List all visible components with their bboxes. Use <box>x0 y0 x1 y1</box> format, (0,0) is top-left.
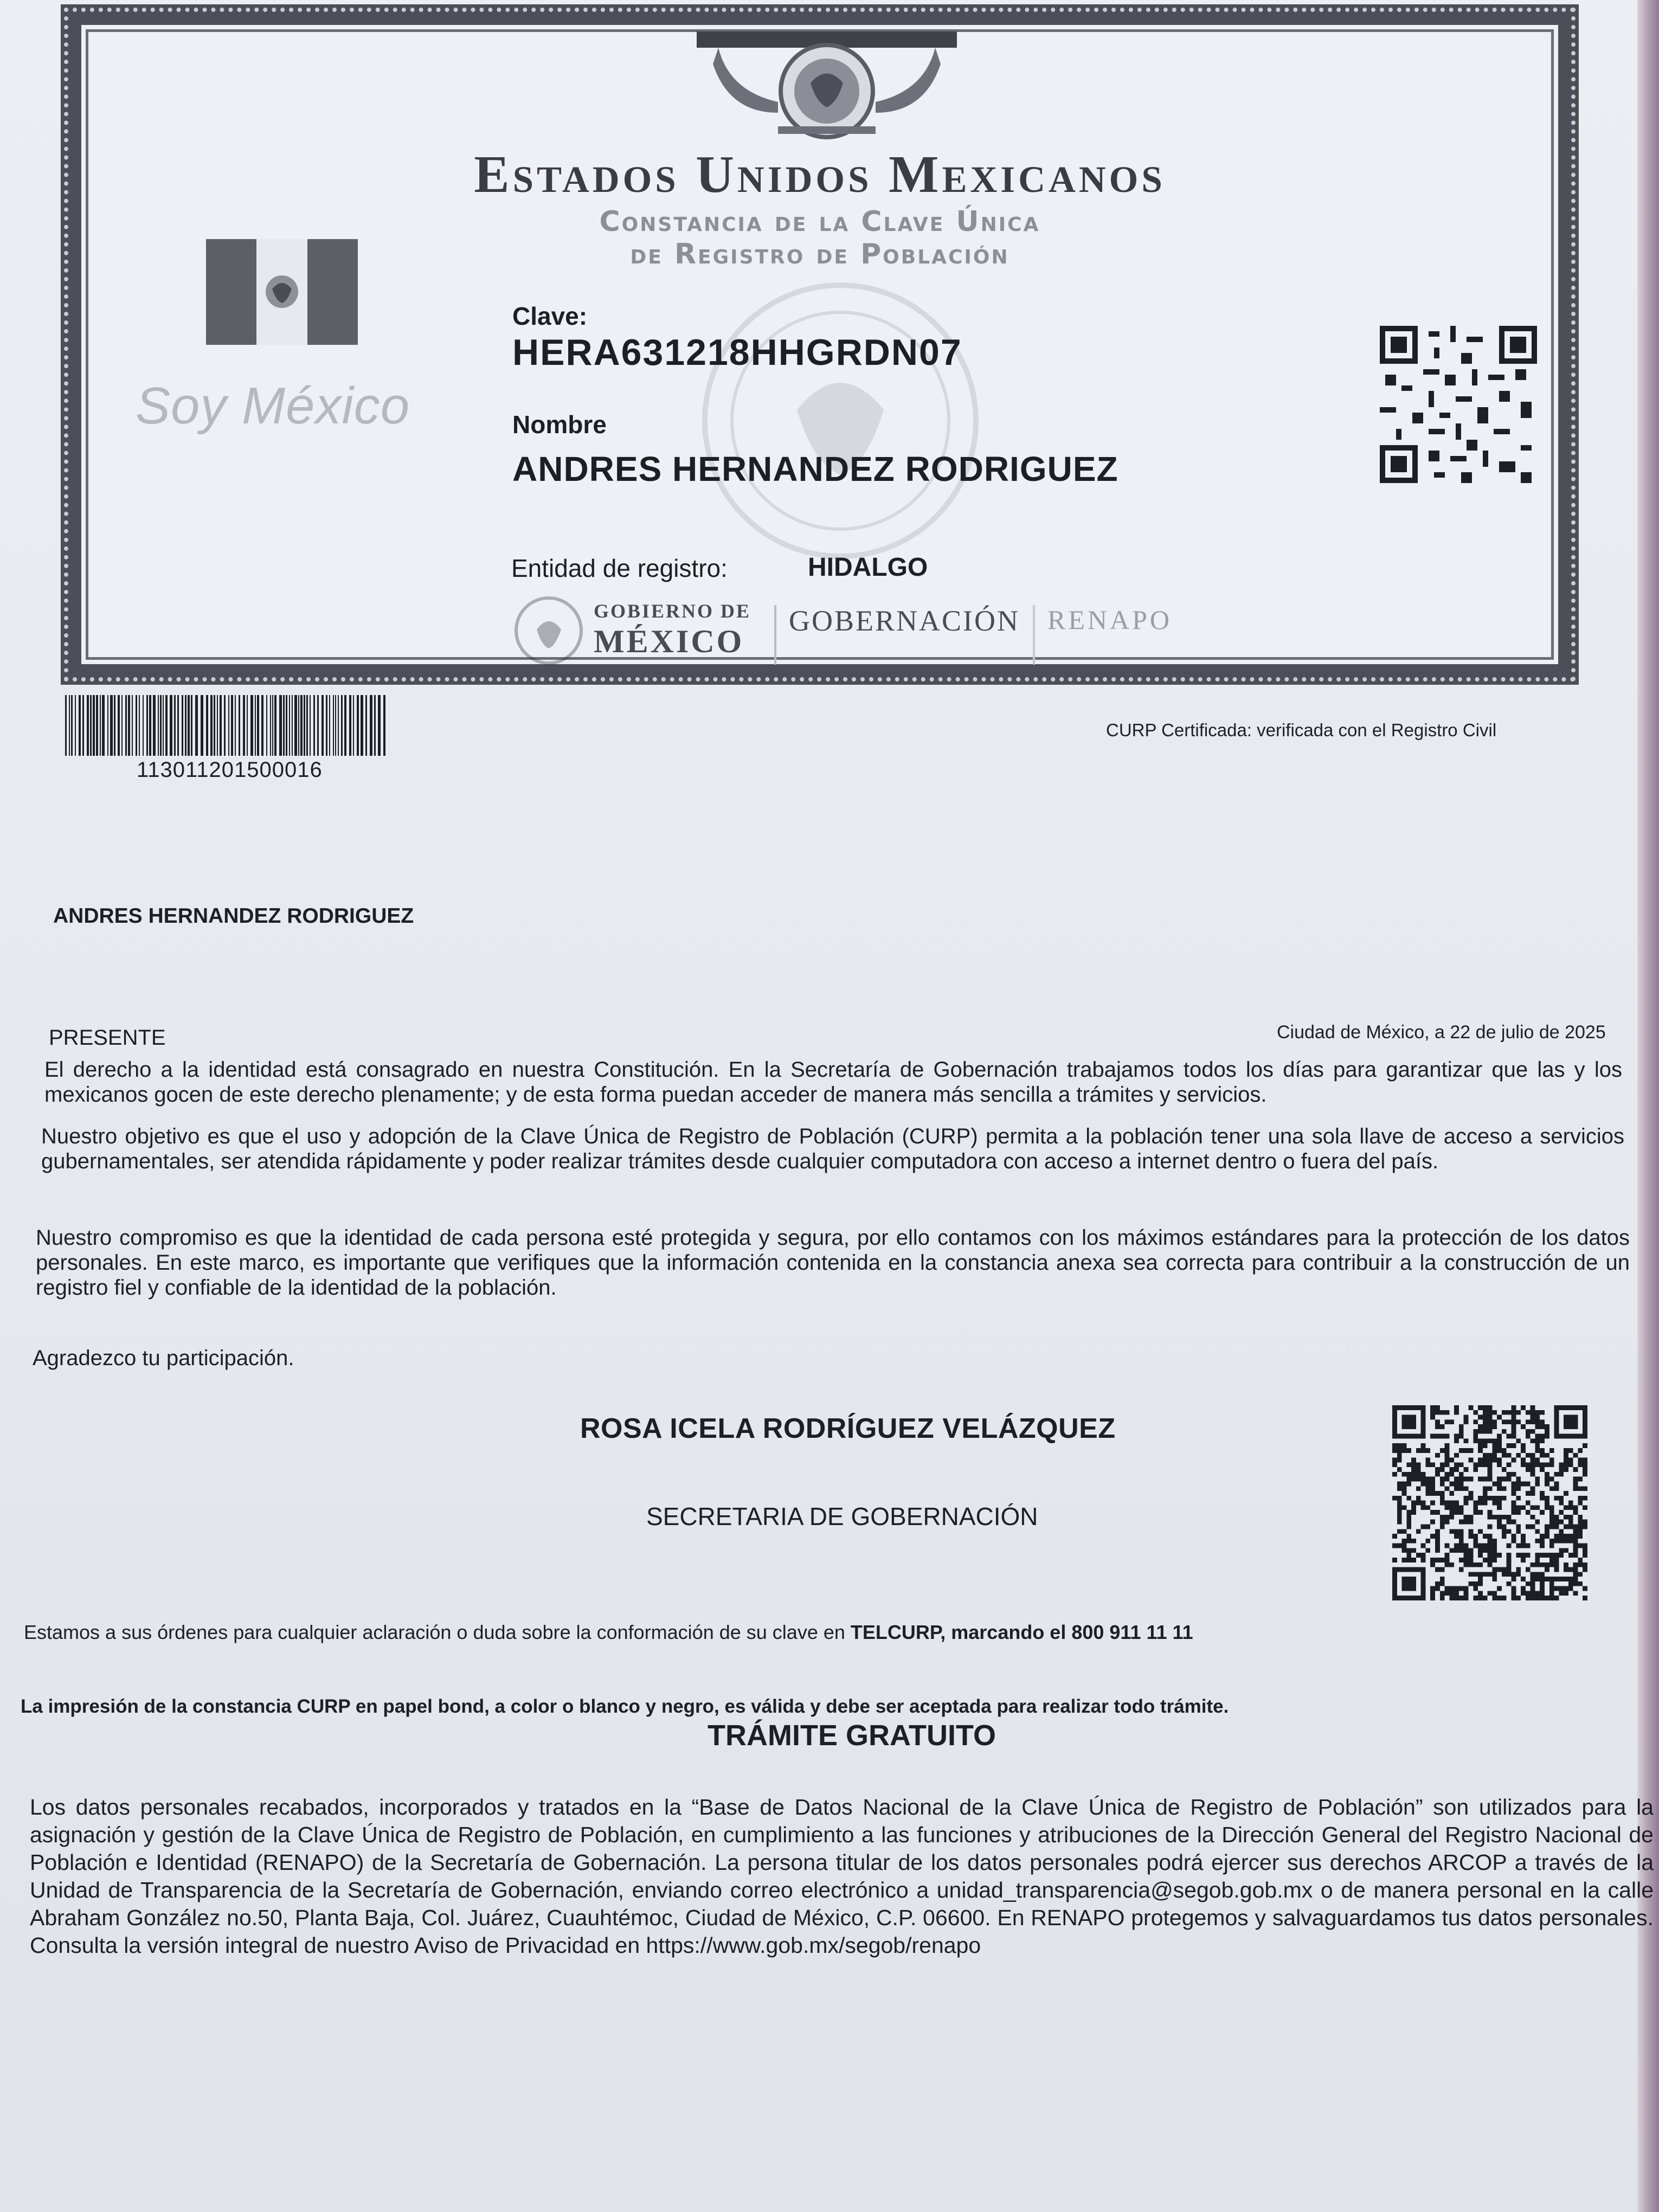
national-emblem-icon <box>697 31 957 140</box>
letter-paragraph: Nuestro objetivo es que el uso y adopción de la Clave Única de Registro de Población (CURP) permita a la población tener una sola llave de acceso a servicios gubernamentales, ser atendida rápidamente y poder realizar trámites desde cualquier computadora con acceso a internet dentro o fuera del país. <box>41 1124 1624 1173</box>
entidad-value: HIDALGO <box>808 553 928 582</box>
telcurp-text: Estamos a sus órdenes para cualquier aclaración o duda sobre la conformación de su clave en <box>24 1621 851 1643</box>
clave-value: HERA631218HHGRDN07 <box>512 332 962 373</box>
letter-paragraph: El derecho a la identidad está consagrado en nuestra Constitución. En la Secretaría de Gobernación trabajamos todos los días para garantizar que las y los mexicanos gocen de este derecho plenamente; y de esta forma puedan acceder de manera más sencilla a trámites y servicios. <box>44 1058 1622 1107</box>
telcurp-notice <box>24 1621 1193 1644</box>
qr-code-large-icon <box>1392 1405 1587 1600</box>
barcode-number: 113011201500016 <box>137 758 323 782</box>
curp-certificate <box>61 4 1579 685</box>
renapo-logo: RENAPO <box>1047 605 1173 635</box>
qr-code-icon <box>1377 326 1540 483</box>
mexican-flag-icon <box>206 239 358 345</box>
watermark-seal-icon <box>634 258 1046 562</box>
signer-name: ROSA ICELA RODRÍGUEZ VELÁZQUEZ <box>580 1413 1116 1444</box>
gobierno-seal-icon <box>512 594 586 667</box>
certificate-subtitle: Constancia de la Clave Única <box>599 205 1040 238</box>
gobierno-logo-mexico: MÉXICO <box>594 623 744 659</box>
certified-note: CURP Certificada: verificada con el Registro Civil <box>1106 720 1497 740</box>
bond-notice: La impresión de la constancia CURP en papel bond, a color o blanco y negro, es válida y debe ser aceptada para realizar todo trámite. <box>21 1696 1229 1717</box>
logo-divider <box>1033 605 1035 665</box>
clave-label: Clave: <box>512 302 588 330</box>
telcurp-phone: TELCURP, marcando el 800 911 11 11 <box>850 1621 1193 1643</box>
soy-mexico-slogan: Soy México <box>136 377 410 435</box>
letter-salutation: PRESENTE <box>49 1026 166 1050</box>
barcode-icon <box>65 695 390 756</box>
letter-thanks: Agradezco tu participación. <box>33 1346 294 1370</box>
nombre-value: ANDRES HERNANDEZ RODRIGUEZ <box>512 449 1118 488</box>
gobernacion-logo: GOBERNACIÓN <box>789 605 1020 637</box>
letter-addressee: ANDRES HERNANDEZ RODRIGUEZ <box>53 904 414 928</box>
letter-date: Ciudad de México, a 22 de julio de 2025 <box>1277 1022 1606 1043</box>
certificate-subtitle-line2: de Registro de Población <box>630 238 1009 271</box>
entidad-label: Entidad de registro: <box>511 554 728 582</box>
privacy-notice: Los datos personales recabados, incorporados y tratados en la “Base de Datos Nacional de la Clave Única de Registro de Población” son utilizados para la asignación y gestión de la Clave Única de Registro de Población, en cumplimiento a las funciones y atribuciones de la Dirección General del Registro Nacional de Población e Identidad (RENAPO) de la Secretaría de Gobernación. La persona titular de los datos personales podrá ejercer sus derechos ARCOP a través de la Unidad de Transparencia de la Secretaría de Gobernación, enviando correo electrónico a unidad_transparencia@segob.gob.mx o de manera personal en la calle Abraham González no.50, Planta Baja, Col. Juárez, Cuauhtémoc, Ciudad de México, C.P. 06600. En RENAPO protegemos y salvaguardamos tus datos personales. Consulta la versión integral de nuestro Aviso de Privacidad en https://www.gob.mx/segob/renapo <box>30 1795 1654 1958</box>
gobierno-logo-text: GOBIERNO DE <box>594 600 751 622</box>
tramite-gratuito-heading: TRÁMITE GRATUITO <box>708 1719 996 1752</box>
country-title: Estados Unidos Mexicanos <box>474 145 1166 204</box>
logo-divider <box>774 605 776 665</box>
letter-paragraph: Nuestro compromiso es que la identidad de cada persona esté protegida y segura, por ello contamos con los máximos estándares para la protección de los datos personales. En este marco, es importante que verifiques que la información contenida en la constancia anexa sea correcta para contribuir a la construcción de un registro fiel y confiable de la identidad de la población. <box>36 1226 1630 1300</box>
signer-title: SECRETARIA DE GOBERNACIÓN <box>646 1502 1038 1531</box>
nombre-label: Nombre <box>512 410 607 439</box>
